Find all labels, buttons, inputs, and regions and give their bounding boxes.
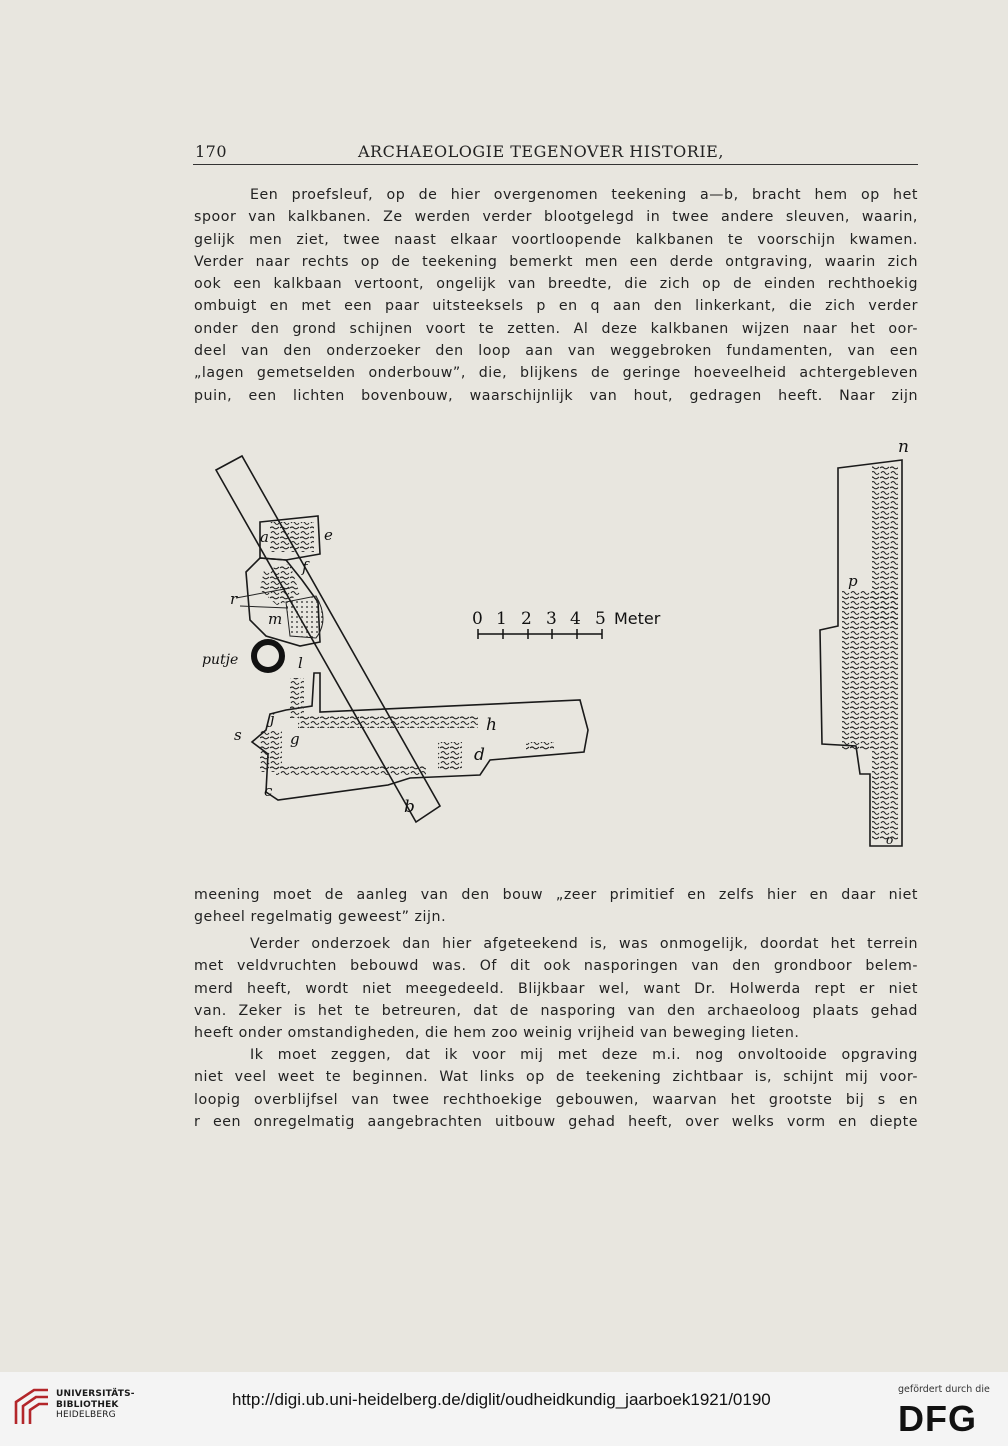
text-line: van. Zeker is het te betreuren, dat de nasporing van den archaeoloog plaats gehad: [194, 1002, 918, 1019]
scale-tick-0: 0: [472, 609, 483, 629]
library-logo-icon: [12, 1386, 52, 1428]
rubble-small-right: [526, 742, 554, 750]
label-o: o: [886, 833, 894, 847]
text-line: spoor van kalkbanen. Ze werden verder blootgelegd in twee andere sleuven, waarin,: [194, 209, 918, 226]
rubble-area-a: [270, 522, 314, 552]
text-line: heeft onder omstandigheden, die hem zoo weinig vrijheid van beweging lieten.: [194, 1025, 800, 1042]
label-e: e: [324, 526, 333, 544]
rubble-corner-s: [260, 730, 282, 772]
scale-unit: Meter: [614, 609, 661, 628]
label-f: f: [302, 558, 308, 576]
rubble-right-lower: [872, 750, 898, 840]
label-r: r: [230, 590, 238, 608]
dfg-logo: [898, 1400, 994, 1434]
page-number: 170: [195, 142, 228, 161]
dfg-logo-text: DFG: [898, 1400, 977, 1434]
label-d: d: [474, 745, 485, 765]
text-line: met veldvruchten bebouwd was. Of dit ook nasporingen van den grondboor belem-: [194, 958, 918, 975]
label-m: m: [268, 610, 283, 628]
text-line: Een proefsleuf, op de hier overgenomen teekening a—b, bracht hem op het: [250, 187, 918, 203]
permalink-url[interactable]: http://digi.ub.uni-heidelberg.de/diglit/oudheidkundig_jaarboek1921/0190: [232, 1390, 771, 1409]
viewer-footer: [0, 1372, 1008, 1446]
label-g: g: [290, 730, 300, 748]
rubble-d: [438, 742, 462, 770]
rubble-right-middle: [842, 590, 898, 750]
paragraph-2: [194, 884, 918, 929]
library-name-line-2: BIBLIOTHEK: [56, 1399, 119, 1410]
excavation-plan-figure: [190, 430, 930, 860]
text-line: loopig overblijfsel van twee rechthoekige gebouwen, waarvan het grootste bij s en: [194, 1091, 918, 1108]
rubble-band-h: [298, 716, 478, 728]
label-j: j: [270, 710, 275, 728]
library-name-line-3: HEIDELBERG: [56, 1410, 116, 1420]
running-title: ARCHAEOLOGIE TEGENOVER HISTORIE,: [358, 142, 724, 161]
text-line: gelijk men ziet, twee naast elkaar voortloopende kalkbanen te voorschijn kwamen.: [194, 231, 918, 248]
running-header: [193, 140, 918, 165]
paragraph-1: [194, 184, 918, 407]
scale-tick-5: 5: [595, 609, 606, 629]
label-n: n: [898, 437, 909, 457]
text-line: r een onregelmatig aangebrachten uitbouw gehad heeft, over welks vorm en diepte: [194, 1113, 918, 1130]
label-s: s: [234, 726, 242, 744]
label-l: l: [298, 654, 303, 672]
scale-bar: [478, 629, 602, 639]
text-line: onder den grond schijnen voort te zetten. Al deze kalkbanen wijzen naar het oor-: [194, 320, 918, 337]
rubble-post-l: [290, 678, 304, 718]
label-p: p: [848, 572, 858, 590]
label-b: b: [404, 797, 415, 817]
library-name-line-1: UNIVERSITÄTS-: [56, 1389, 135, 1399]
text-line: geheel regelmatig geweest” zijn.: [194, 909, 447, 926]
paragraph-4: [194, 1044, 918, 1133]
text-line: ook een kalkbaan vertoont, ongelijk van breedte, die zich op de einden rechthoekig: [194, 276, 918, 293]
library-name: [56, 1389, 135, 1421]
text-line: meening moet de aanleg van den bouw „zeer primitief en zelfs hier en daar niet: [194, 887, 918, 903]
label-h: h: [486, 715, 497, 735]
scale-tick-3: 3: [546, 609, 557, 629]
paragraph-3: [194, 933, 918, 1044]
text-line: niet veel weet te beginnen. Wat links op de teekening zichtbaar is, schijnt mij voor-: [194, 1069, 918, 1086]
text-line: ombuigt en met een paar uitsteeksels p en q aan den linkerkant, die zich verder: [194, 298, 918, 315]
label-putje: putje: [202, 652, 239, 668]
text-line: Ik moet zeggen, dat ik voor mij met deze m.i. nog onvoltooide opgraving: [250, 1047, 918, 1063]
scale-tick-4: 4: [570, 609, 581, 629]
rubble-band-bottom: [276, 766, 426, 776]
text-line: Verder onderzoek dan hier afgeteekend is, was onmogelijk, doordat het terrein: [250, 936, 918, 952]
scale-tick-1: 1: [496, 609, 507, 629]
label-c: c: [264, 782, 273, 800]
text-line: Verder naar rechts op de teekening bemerkt men een derde ontgraving, waarin zich: [194, 253, 918, 270]
label-a: a: [260, 528, 269, 546]
scale-tick-2: 2: [521, 609, 532, 629]
text-line: puin, een lichten bovenbouw, waarschijnlijk van hout, gedragen heeft. Naar zijn: [194, 387, 918, 404]
text-line: „lagen gemetselden onderbouw”, die, blijkens de geringe hoeveelheid achtergebleven: [194, 365, 918, 382]
funding-caption: gefördert durch die: [898, 1384, 990, 1395]
well-putje: [254, 642, 282, 670]
text-line: merd heeft, wordt niet meegedeeld. Blijkbaar wel, want Dr. Holwerda rept er niet: [194, 980, 918, 997]
text-line: deel van den onderzoeker den loop aan van weggebroken fundamenten, van een: [194, 343, 918, 360]
